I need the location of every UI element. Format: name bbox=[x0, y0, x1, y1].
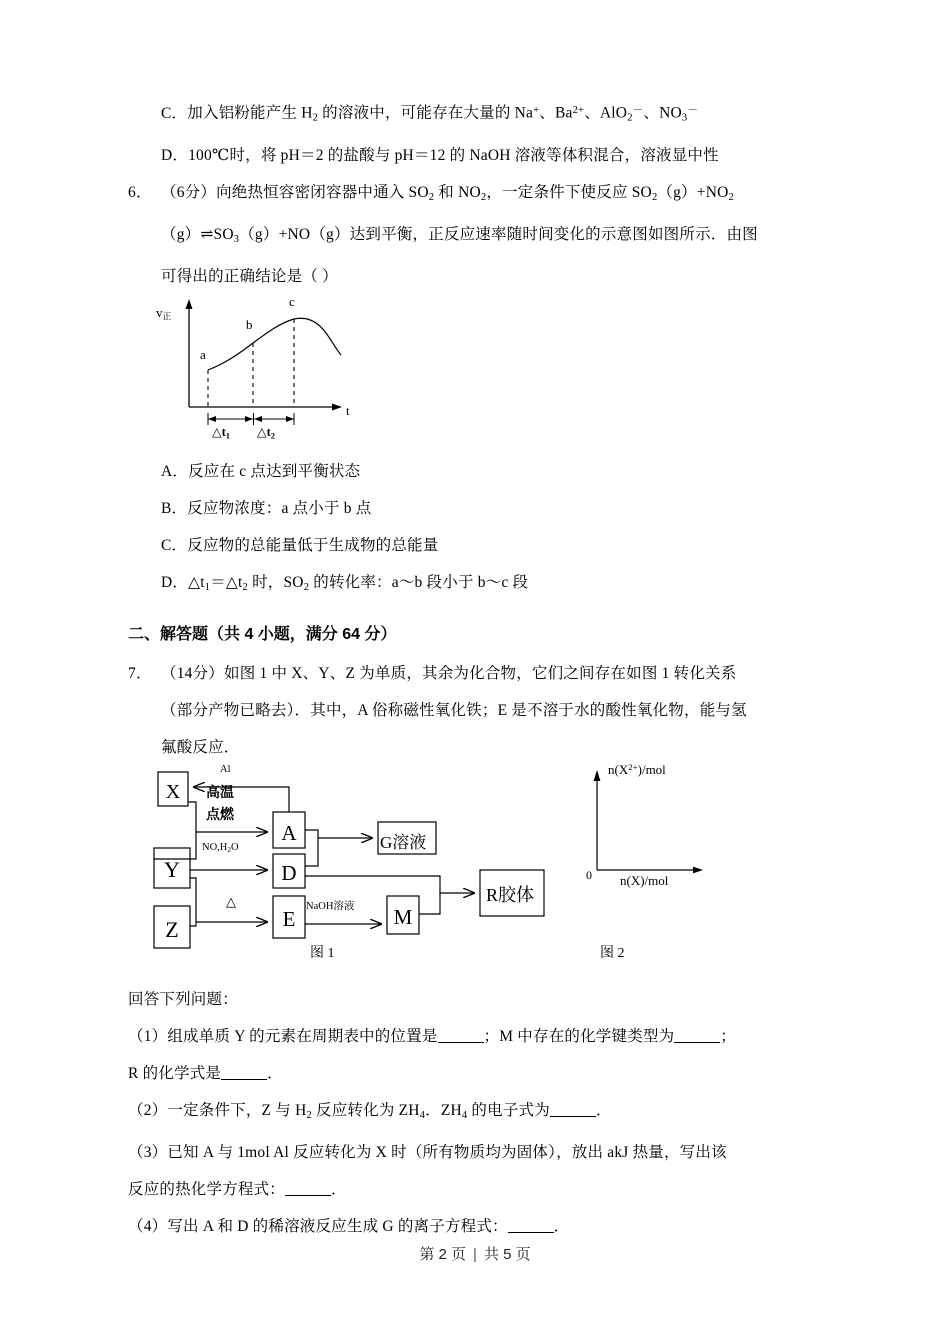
q6-option-a-letter: A． bbox=[161, 462, 189, 480]
q7-sub-2-sub-zh4: 4 bbox=[419, 1110, 426, 1122]
q5-no-sub: 3 bbox=[681, 112, 688, 124]
svg-text:Y: Y bbox=[164, 857, 180, 883]
q7-sub-1-line-1 bbox=[128, 1018, 828, 1055]
q6-option-b-letter: B． bbox=[161, 499, 188, 517]
svg-text:Z: Z bbox=[165, 917, 179, 943]
q6-interval-1-label bbox=[212, 424, 230, 440]
q7-box-r-label: R胶体 bbox=[486, 885, 535, 906]
q6-number: 6． bbox=[128, 183, 152, 201]
q7-sub-2-text-a: （2）一定条件下，Z 与 H bbox=[128, 1102, 307, 1120]
q6-option-c bbox=[128, 527, 828, 564]
q5-sep-3: 、NO bbox=[643, 104, 682, 122]
q5-na-charge: + bbox=[533, 105, 540, 116]
q7-sub-2-text-d: 的电子式为 bbox=[467, 1102, 550, 1120]
q7-chart2-x-label: n(X)/mol bbox=[620, 873, 669, 889]
q7-figure-block bbox=[150, 762, 710, 981]
q7-label-high-temp: 高温 bbox=[206, 786, 234, 802]
q6-stem-c: ，一定条件下使反应 SO bbox=[486, 183, 652, 201]
q7-chart2-y-label-a: n(X bbox=[608, 762, 629, 778]
q7-sub-1-line2-b: ． bbox=[267, 1065, 283, 1083]
q7-sub-1-line-2 bbox=[128, 1055, 828, 1092]
q7-stem-line-3: 氟酸反应． bbox=[161, 739, 240, 757]
q6-option-d-part-1: △t bbox=[188, 573, 205, 591]
q6-option-d-part-3: 时，SO bbox=[248, 573, 304, 591]
q7-label-no-h2o-sub: 2 bbox=[227, 846, 231, 855]
q6-y-axis-label-sub: 正 bbox=[162, 311, 172, 322]
q7-sub-4-text-b: ． bbox=[553, 1218, 570, 1236]
q6-score: （6分） bbox=[161, 183, 217, 201]
q7-label-no-h2o bbox=[202, 842, 239, 854]
q7-sub-1-text-b: ；M 中存在的化学键类型为 bbox=[483, 1028, 675, 1046]
svg-text:A: A bbox=[281, 821, 297, 846]
q6-option-c-text: 反应物的总能量低于生成物的总能量 bbox=[187, 536, 439, 554]
q6-chart-svg bbox=[156, 295, 386, 445]
page-footer bbox=[0, 1243, 950, 1264]
q7-number: 7． bbox=[128, 665, 152, 683]
q7-box-g-label: G溶液 bbox=[380, 833, 427, 853]
q7-sub-4-blank[interactable] bbox=[508, 1218, 554, 1233]
q6-option-d-sub-2: 2 bbox=[242, 581, 248, 593]
q6-sub-so2: 2 bbox=[428, 191, 435, 203]
q6-stem-b: 和 NO bbox=[434, 183, 481, 201]
svg-text:D: D bbox=[281, 861, 297, 886]
footer-current-page: 第 2 页 bbox=[419, 1246, 467, 1263]
q7-sub-4-text-a: （4）写出 A 和 D 的稀溶液反应生成 G 的离子方程式： bbox=[128, 1218, 508, 1236]
q6-sub-no2: 2 bbox=[480, 191, 487, 203]
q7-label-al: Al bbox=[220, 764, 231, 776]
q6-stem-line2-a: （g）⇌SO bbox=[161, 225, 234, 243]
svg-text:X: X bbox=[165, 781, 181, 804]
q7-label-heat-delta: △ bbox=[226, 894, 236, 910]
q6-stem-a: 向绝热恒容密闭容器中通入 SO bbox=[216, 183, 429, 201]
q6-sub-so2-2: 2 bbox=[651, 191, 658, 203]
q6-interval-1-sub: 1 bbox=[225, 429, 231, 440]
q7-sub-1-text-c: ； bbox=[720, 1028, 736, 1046]
q7-label-naoh-solution: NaOH溶液 bbox=[306, 901, 355, 913]
q6-option-b bbox=[128, 490, 828, 527]
q6-option-d-letter: D． bbox=[161, 573, 189, 591]
q6-y-axis-label bbox=[156, 305, 171, 322]
q5-option-c bbox=[128, 92, 828, 137]
q5-option-c-letter: C． bbox=[161, 104, 188, 122]
q6-option-d-sub-3: 2 bbox=[303, 581, 310, 593]
q5-no-charge: － bbox=[687, 105, 699, 116]
q6-interval-2-label bbox=[257, 424, 275, 440]
q7-chart2-y-label-sup: 2+ bbox=[628, 762, 638, 773]
q7-sub-2-blank[interactable] bbox=[550, 1102, 596, 1117]
q6-y-axis-label-main: v bbox=[156, 304, 163, 320]
q7-sub-2-text-c: ．ZH bbox=[425, 1102, 462, 1120]
q7-sub-1-text-a: （1）组成单质 Y 的元素在周期表中的位置是 bbox=[128, 1028, 438, 1046]
q6-stem-line2-b: （g）+NO（g）达到平衡，正反应速率随时间变化的示意图如图所示．由图 bbox=[239, 225, 758, 243]
q6-interval-1-delta: △t bbox=[212, 424, 226, 439]
q6-point-c-label: c bbox=[289, 293, 295, 309]
q7-sub-3-line-1: （3）已知 A 与 1mol Al 反应转化为 X 时（所有物质均为固体），放出 akJ 热量，写出该 bbox=[128, 1144, 727, 1162]
svg-text:M: M bbox=[393, 905, 413, 930]
q6-point-a-label: a bbox=[200, 346, 206, 362]
page-content bbox=[128, 92, 828, 1245]
q7-sub-4 bbox=[128, 1208, 828, 1245]
q5-alo-sub: 2 bbox=[627, 112, 633, 124]
q5-option-d bbox=[128, 137, 828, 174]
q7-stem-text-1: 如图 1 中 X、Y、Z 为单质，其余为化合物，它们之间存在如图 1 转化关系 bbox=[224, 665, 737, 683]
q6-stem-line-3: 可得出的正确结论是（ ） bbox=[161, 267, 338, 285]
q7-sub-2-sub-zh4-2: 4 bbox=[461, 1110, 468, 1122]
q6-sub-no2-2: 2 bbox=[728, 191, 734, 203]
q6-stem-d: （g）+NO bbox=[657, 183, 729, 201]
q7-chart2-y-label bbox=[608, 762, 666, 778]
q6-interval-2-sub: 2 bbox=[270, 429, 276, 440]
q7-stem-line-2: （部分产物已略去）．其中，A 俗称磁性氧化铁；E 是不溶于水的酸性氧化物，能与氢 bbox=[161, 702, 747, 720]
footer-total-pages: 共 5 页 bbox=[483, 1246, 531, 1263]
q5-alo-charge: － bbox=[632, 105, 644, 116]
q6-rate-time-chart bbox=[156, 295, 386, 445]
q7-sub-3-line-2 bbox=[128, 1171, 828, 1208]
q5-option-c-sub-h2: 2 bbox=[312, 112, 319, 124]
q5-sep-2: 、AlO bbox=[584, 104, 628, 122]
q7-sub-2-text-e: ． bbox=[595, 1102, 612, 1120]
q7-sub-1-blank-1[interactable] bbox=[438, 1028, 484, 1043]
footer-separator: | bbox=[473, 1246, 477, 1263]
q7-sub-3-line2-b: ． bbox=[331, 1181, 347, 1199]
q7-sub-2 bbox=[128, 1092, 828, 1134]
q6-option-b-text: 反应物浓度：a 点小于 b 点 bbox=[187, 499, 372, 517]
q7-chart2-y-label-b: )/mol bbox=[637, 762, 666, 778]
q6-stem-line-1 bbox=[128, 174, 828, 216]
q6-point-b-label: b bbox=[246, 316, 253, 332]
q7-sub-1-blank-3[interactable] bbox=[221, 1065, 267, 1080]
q7-answer-prompt: 回答下列问题： bbox=[128, 991, 238, 1009]
q7-figure-2-caption: 图 2 bbox=[600, 946, 625, 962]
q5-option-d-letter: D． bbox=[161, 146, 189, 164]
q5-option-c-text-2: 的溶液中，可能存在大量的 Na bbox=[318, 104, 534, 122]
q7-chart2-origin-label: 0 bbox=[586, 868, 592, 883]
q7-sub-3-blank[interactable] bbox=[285, 1181, 331, 1196]
q7-sub-1-line2-a: R 的化学式是 bbox=[128, 1065, 222, 1083]
q7-sub-1-blank-2[interactable] bbox=[674, 1028, 720, 1043]
section-2-heading: 二、解答题（共 4 小题，满分 64 分） bbox=[128, 626, 397, 644]
q6-option-d-part-4: 的转化率：a～b 段小于 b～c 段 bbox=[309, 573, 529, 591]
q7-figure-1-caption: 图 1 bbox=[310, 946, 335, 962]
q7-label-no-h2o-b: O bbox=[230, 842, 239, 854]
q5-option-c-text-1: 加入铝粉能产生 H bbox=[187, 104, 313, 122]
q7-sub-2-sub-h2: 2 bbox=[306, 1110, 312, 1122]
q7-label-no-h2o-a: NO,H bbox=[202, 842, 228, 854]
q6-option-c-letter: C． bbox=[161, 536, 188, 554]
q5-option-d-text: 100℃时，将 pH＝2 的盐酸与 pH＝12 的 NaOH 溶液等体积混合，溶液显中性 bbox=[188, 146, 719, 164]
q6-option-d-part-2: ＝△t bbox=[210, 573, 243, 591]
q5-ba-charge: 2+ bbox=[572, 105, 585, 116]
q7-stem-line-1 bbox=[128, 655, 828, 692]
q6-option-a-text: 反应在 c 点达到平衡状态 bbox=[188, 462, 361, 480]
svg-text:E: E bbox=[282, 907, 296, 932]
q6-interval-2-delta: △t bbox=[257, 424, 271, 439]
q6-sub-so3: 3 bbox=[233, 233, 240, 245]
q6-stem-line-2 bbox=[128, 216, 828, 258]
q6-option-d-sub-1: 1 bbox=[204, 581, 211, 593]
q7-diagram-svg bbox=[150, 766, 710, 966]
q7-score: （14分） bbox=[161, 665, 225, 683]
q7-label-ignite: 点燃 bbox=[206, 808, 234, 824]
q6-x-axis-label: t bbox=[346, 402, 350, 418]
q6-option-d bbox=[128, 564, 828, 606]
q6-option-a bbox=[128, 453, 828, 490]
q7-sub-2-text-b: 反应转化为 ZH bbox=[311, 1102, 420, 1120]
q7-sub-3-line2-a: 反应的热化学方程式： bbox=[128, 1181, 286, 1199]
q5-sep-1: 、Ba bbox=[539, 104, 573, 122]
